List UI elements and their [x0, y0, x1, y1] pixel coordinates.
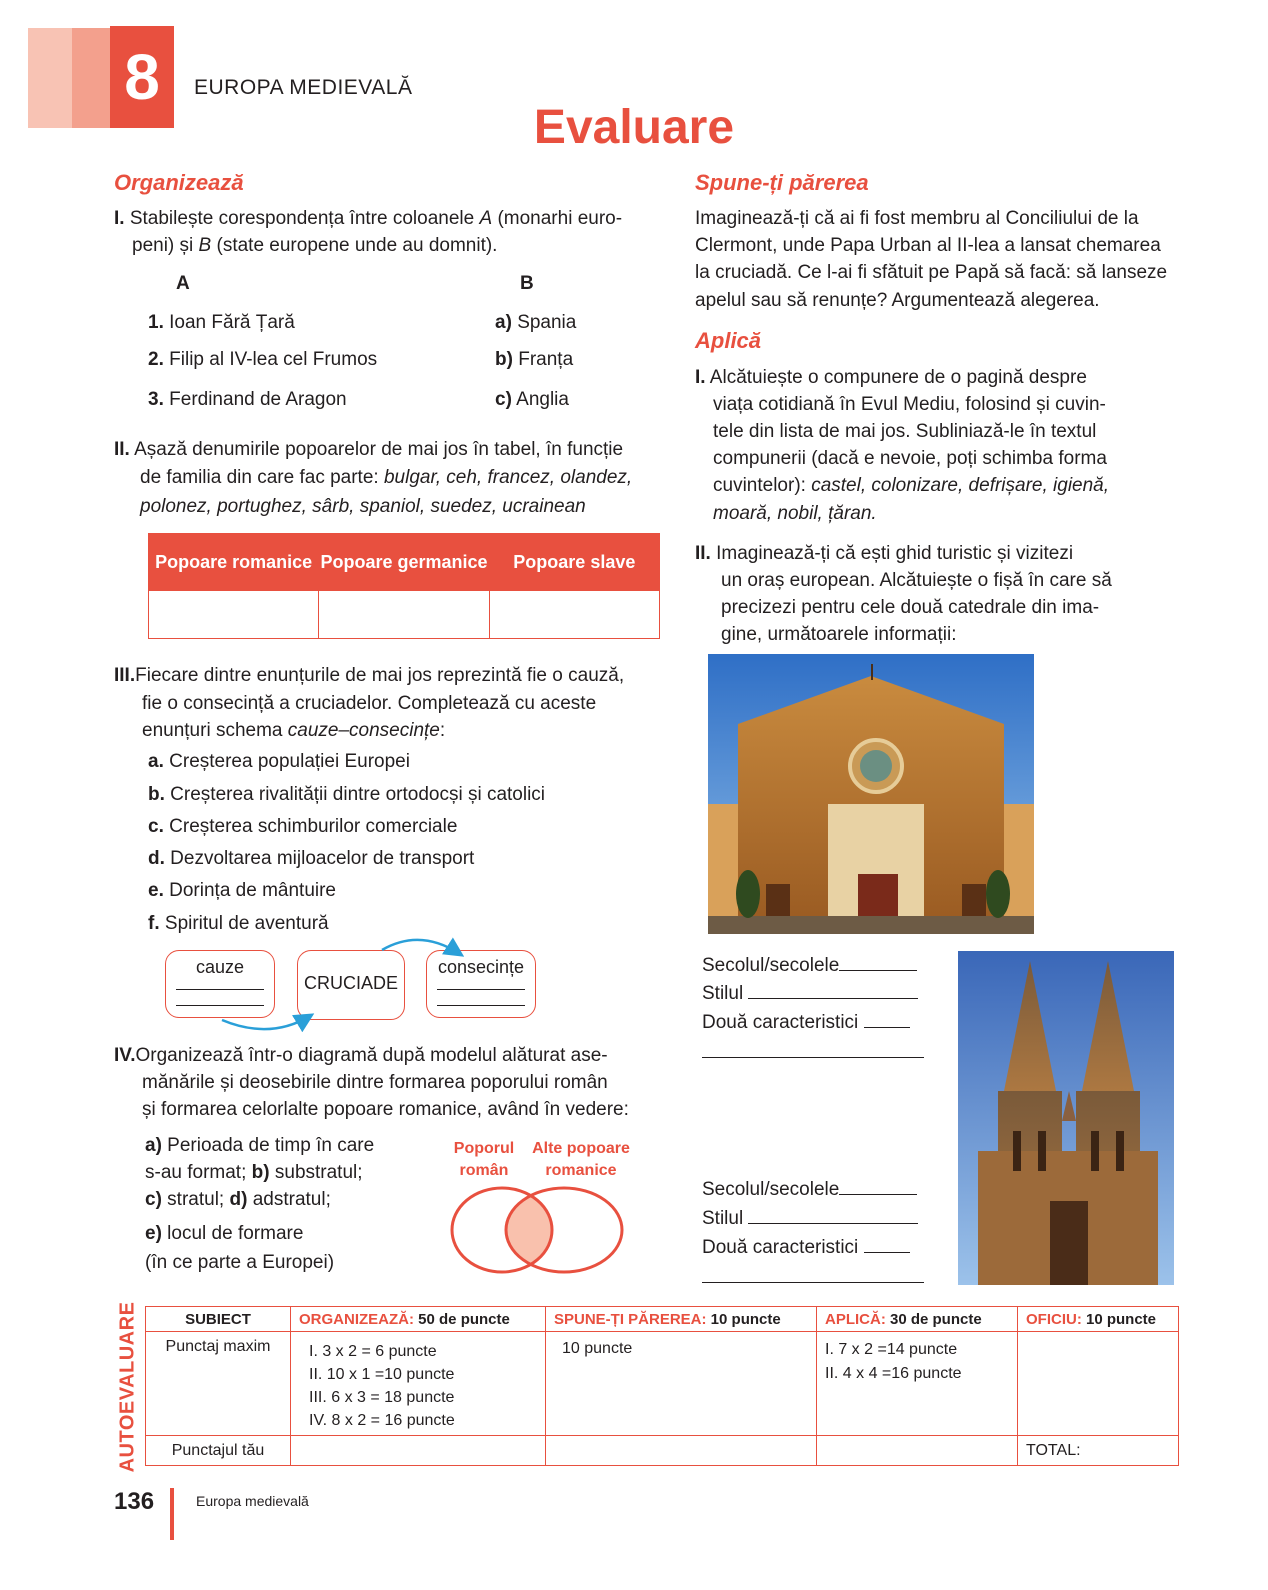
aplica-ex1-text: cuvintelor):	[713, 475, 812, 496]
aplica-ex2-text: Imaginează-ți că ești ghid turistic și vizitezi	[716, 543, 1074, 564]
points-line: III. 6 x 3 = 18 puncte	[309, 1389, 455, 1406]
item-text: Creșterea populației Europei	[169, 751, 410, 772]
ex3-text: Fiecare dintre enunțurile de mai jos reprezintă fie o cauză,	[135, 665, 625, 686]
aplica-ex1-line: viața cotidiană în Evul Mediu, folosind și cuvin-	[713, 394, 1106, 415]
field-label-features: Două caracteristici	[702, 1012, 859, 1033]
eval-header-oficiu	[1018, 1307, 1179, 1332]
answer-line	[839, 1194, 917, 1195]
header-points: 10 puncte	[1081, 1310, 1157, 1328]
ex1-text: (monarhi euro-	[492, 208, 623, 229]
ex3-text: :	[439, 720, 446, 741]
ex1-col-a-ref: A	[479, 208, 493, 229]
item-letter: b)	[495, 349, 513, 370]
total-label: TOTAL:	[1026, 1441, 1081, 1459]
item-text: Ioan Fără Țară	[169, 312, 295, 333]
ex3-number: III.	[114, 665, 136, 686]
eval-cell-spune-yours[interactable]	[546, 1436, 817, 1466]
criterion-letter: c)	[145, 1189, 162, 1210]
ex1-text: Stabilește corespondența între coloanele	[129, 208, 480, 229]
aplica-ex2-line: precizezi pentru cele două catedrale din ima-	[721, 597, 1100, 618]
eval-cell-org-max	[291, 1332, 546, 1436]
form-field[interactable]	[702, 980, 926, 1007]
eval-header-subject: SUBIECT	[146, 1307, 291, 1332]
ex3-text: enunțuri schema	[142, 720, 288, 741]
evaluation-table	[145, 1306, 1179, 1466]
header-section: OFICIU:	[1026, 1310, 1082, 1328]
ex4-line3: și formarea celorlalte popoare romanice, având în vedere:	[142, 1099, 629, 1120]
eval-cell-aplica-max	[817, 1332, 1018, 1436]
item-letter: f.	[148, 913, 160, 934]
item-letter: e.	[148, 880, 164, 901]
eval-row-yours-label: Punctajul tău	[146, 1436, 291, 1466]
header-section: SPUNE-ȚI PĂREREA:	[554, 1310, 707, 1328]
scheme-arrows	[160, 928, 560, 1038]
header-points: 30 de puncte	[885, 1310, 982, 1328]
ex4-criterion	[145, 1132, 374, 1159]
eval-header-spune	[546, 1307, 817, 1332]
header-section: ORGANIZEAZĂ:	[299, 1310, 414, 1328]
field-label-style: Stilul	[702, 1208, 744, 1229]
list-item	[148, 309, 295, 336]
criterion-text: s-au format;	[145, 1162, 252, 1183]
footer-divider	[170, 1488, 174, 1540]
col-a-header: A	[176, 273, 190, 294]
arrow-crusade-to-consequence	[382, 940, 460, 954]
page-number: 136	[114, 1488, 155, 1515]
ex2-text: de familia din care fac parte:	[140, 467, 384, 488]
venn-label-left-line: Poporul	[453, 1140, 515, 1157]
points-line: I. 3 x 2 = 6 puncte	[309, 1343, 437, 1360]
answer-line	[748, 1223, 918, 1224]
item-text: Ferdinand de Aragon	[169, 389, 347, 410]
venn-label-left	[444, 1138, 524, 1182]
ex4-criterion	[145, 1186, 331, 1213]
cathedral-photo-brick	[708, 654, 1034, 934]
criterion-letter: d)	[229, 1189, 248, 1210]
footer-text: Europa medievală	[196, 1493, 309, 1509]
chapter-number: 8	[110, 26, 174, 128]
list-item	[148, 346, 377, 373]
aplica-ex2-line: un oraș european. Alcătuiește o fișă în care să	[721, 570, 1112, 591]
causes-label: cauze	[195, 957, 245, 977]
ex2-text: Așază denumirile popoarelor de mai jos în tabel, în funcție	[134, 439, 624, 460]
item-text: Creșterea rivalității dintre ortodocși și catolici	[170, 784, 546, 805]
points-line: II. 10 x 1 =10 puncte	[309, 1366, 455, 1383]
aplica-ex2-line	[695, 540, 1073, 567]
criterion-text: Perioada de timp în care	[161, 1135, 375, 1156]
ex3-scheme-name: cauze–consecințe	[287, 720, 440, 741]
answer-line	[839, 970, 917, 971]
cathedral-photo-gothic	[958, 951, 1174, 1285]
organizeaza-heading: Organizează	[114, 170, 244, 195]
aplica-ex1-words-line: moară, nobil, țăran.	[713, 503, 877, 524]
ex4-number: IV.	[114, 1045, 136, 1066]
table-header-germanic: Popoare germanice	[319, 534, 489, 591]
aplica-heading: Aplică	[695, 328, 762, 353]
item-letter: a.	[148, 751, 164, 772]
chapter-title: EUROPA MEDIEVALĂ	[194, 76, 413, 99]
ex2-number: II.	[114, 439, 130, 460]
ex2-instruction	[114, 436, 623, 463]
ex1-text: peni) și	[132, 235, 199, 256]
form-field[interactable]	[702, 1205, 926, 1232]
eval-row-max-label: Punctaj maxim	[146, 1332, 291, 1436]
item-number: 2.	[148, 349, 164, 370]
list-item	[148, 845, 474, 872]
table-cell-slavic[interactable]	[489, 591, 659, 639]
eval-cell-spune-max: 10 puncte	[546, 1332, 817, 1436]
table-header-slavic: Popoare slave	[489, 534, 659, 591]
ex4-criterion	[145, 1159, 363, 1186]
item-letter: c)	[495, 389, 512, 410]
list-item	[148, 781, 545, 808]
list-item	[148, 386, 347, 413]
eval-header-aplica	[817, 1307, 1018, 1332]
aplica-ex1-text: Alcătuiește o compunere de o pagină despre	[709, 367, 1087, 388]
spune-heading: Spune-ți părerea	[695, 170, 869, 195]
item-letter: b.	[148, 784, 165, 805]
ex3-line2: fie o consecință a cruciadelor. Completează cu aceste	[142, 693, 597, 714]
spune-line: Imaginează-ți că ai fi fost membru al Conciliului de la	[695, 208, 1139, 229]
venn-label-right	[524, 1138, 638, 1182]
form-field[interactable]	[702, 1234, 926, 1261]
list-item	[148, 877, 336, 904]
answer-line[interactable]	[702, 1282, 924, 1283]
item-letter: d.	[148, 848, 165, 869]
item-text: Creșterea schimburilor comerciale	[169, 816, 458, 837]
criterion-text: locul de formare	[161, 1223, 304, 1244]
points-line: I. 7 x 2 =14 puncte	[825, 1341, 958, 1358]
ex3-instruction	[114, 662, 624, 689]
item-text: Dorința de mântuire	[169, 880, 337, 901]
criterion-letter: b)	[251, 1162, 270, 1183]
header-points: 10 puncte	[706, 1310, 781, 1328]
field-label-century: Secolul/secolele	[702, 1179, 840, 1200]
aplica-ex1-line: compunerii (dacă e nevoie, poți schimba forma	[713, 448, 1107, 469]
item-letter: a)	[495, 312, 512, 333]
criterion-text: adstratul;	[247, 1189, 331, 1210]
ex2-line2	[140, 464, 632, 491]
venn-label-left-line: român	[459, 1162, 509, 1179]
eval-cell-org-yours[interactable]	[291, 1436, 546, 1466]
list-item	[495, 309, 576, 336]
ex4-criterion-note: (în ce parte a Europei)	[145, 1252, 335, 1273]
field-label-features: Două caracteristici	[702, 1237, 859, 1258]
points-line: IV. 8 x 2 = 16 puncte	[309, 1412, 455, 1429]
list-item	[148, 813, 457, 840]
answer-line	[864, 1252, 910, 1253]
peoples-table	[148, 533, 660, 639]
item-number: 1.	[148, 312, 164, 333]
arrow-cause-to-crusade	[222, 1016, 310, 1029]
spune-line: Clermont, unde Papa Urban al II-lea a lansat chemarea	[695, 235, 1161, 256]
criterion-letter: e)	[145, 1223, 162, 1244]
table-cell-germanic[interactable]	[319, 591, 489, 639]
form-field[interactable]	[702, 1176, 926, 1203]
aplica-ex1-line: tele din lista de mai jos. Subliniază-le în textul	[713, 421, 1097, 442]
criterion-letter: a)	[145, 1135, 162, 1156]
item-text: Franța	[518, 349, 574, 370]
list-item	[495, 386, 569, 413]
eval-cell-aplica-yours[interactable]	[817, 1436, 1018, 1466]
ex1-text: (state europene unde au domnit).	[211, 235, 498, 256]
list-item	[148, 748, 410, 775]
table-header-romance: Popoare romanice	[149, 534, 319, 591]
crusades-label: CRUCIADE	[303, 973, 398, 993]
ex4-criterion	[145, 1220, 303, 1247]
ex1-col-b-ref: B	[198, 235, 212, 256]
ex2-words: bulgar, ceh, francez, olandez,	[383, 467, 633, 488]
table-cell-romance[interactable]	[149, 591, 319, 639]
aplica-ex1-words: castel, colonizare, defrișare, igienă,	[811, 475, 1110, 496]
aplica-ex1-line	[713, 472, 1109, 499]
ex1-instruction-line2	[132, 232, 497, 259]
item-text: Spania	[517, 312, 577, 333]
page-title: Evaluare	[533, 101, 735, 154]
spune-line: apelul sau să renunțe? Argumentează alegerea.	[695, 290, 1100, 311]
answer-line[interactable]	[702, 1057, 924, 1058]
ex1-instruction	[114, 205, 664, 232]
form-field[interactable]	[702, 1009, 926, 1036]
ex1-number: I.	[114, 208, 125, 229]
aplica-ex2-line: gine, următoarele informații:	[721, 624, 957, 645]
answer-line	[748, 998, 918, 999]
aplica-ex1-line	[695, 364, 1087, 391]
list-item	[495, 346, 573, 373]
item-text: Dezvoltarea mijloacelor de transport	[170, 848, 475, 869]
consequences-label: consecințe	[437, 957, 525, 977]
ex3-line3	[142, 717, 445, 744]
ex4-line2: mănările și deosebirile dintre formarea poporului român	[142, 1072, 608, 1093]
field-label-century: Secolul/secolele	[702, 955, 840, 976]
self-assessment-side-label	[114, 1301, 142, 1473]
side-label-text: AUTOEVALUARE	[116, 1301, 139, 1473]
eval-header-organizeaza	[291, 1307, 546, 1332]
aplica-ex1-number: I.	[695, 367, 706, 388]
item-text: Anglia	[516, 389, 569, 410]
ex4-instruction	[114, 1042, 608, 1069]
venn-diagram	[444, 1180, 634, 1280]
points-line: II. 4 x 4 =16 puncte	[825, 1365, 962, 1382]
ex2-words-line3: polonez, portughez, sârb, spaniol, suedez, ucrainean	[140, 496, 586, 517]
item-text: Spiritul de aventură	[164, 913, 329, 934]
spune-line: la cruciadă. Ce l-ai fi sfătuit pe Papă să facă: să lanseze	[695, 262, 1168, 283]
criterion-text: substratul;	[269, 1162, 363, 1183]
eval-cell-oficiu-max	[1018, 1332, 1179, 1436]
ex4-text: Organizează într-o diagramă după modelul alăturat ase-	[135, 1045, 608, 1066]
venn-label-right-line: romanice	[545, 1162, 617, 1179]
aplica-ex2-number: II.	[695, 543, 711, 564]
field-label-style: Stilul	[702, 983, 744, 1004]
criterion-text: stratul;	[161, 1189, 230, 1210]
eval-cell-total[interactable]	[1018, 1436, 1179, 1466]
item-number: 3.	[148, 389, 164, 410]
venn-label-right-line: Alte popoare	[532, 1140, 630, 1157]
item-letter: c.	[148, 816, 164, 837]
answer-line	[864, 1027, 910, 1028]
header-points: 50 de puncte	[414, 1310, 510, 1328]
header-section: APLICĂ:	[825, 1310, 886, 1328]
item-text: Filip al IV-lea cel Frumos	[169, 349, 378, 370]
col-b-header: B	[520, 273, 534, 294]
form-field[interactable]	[702, 952, 926, 979]
